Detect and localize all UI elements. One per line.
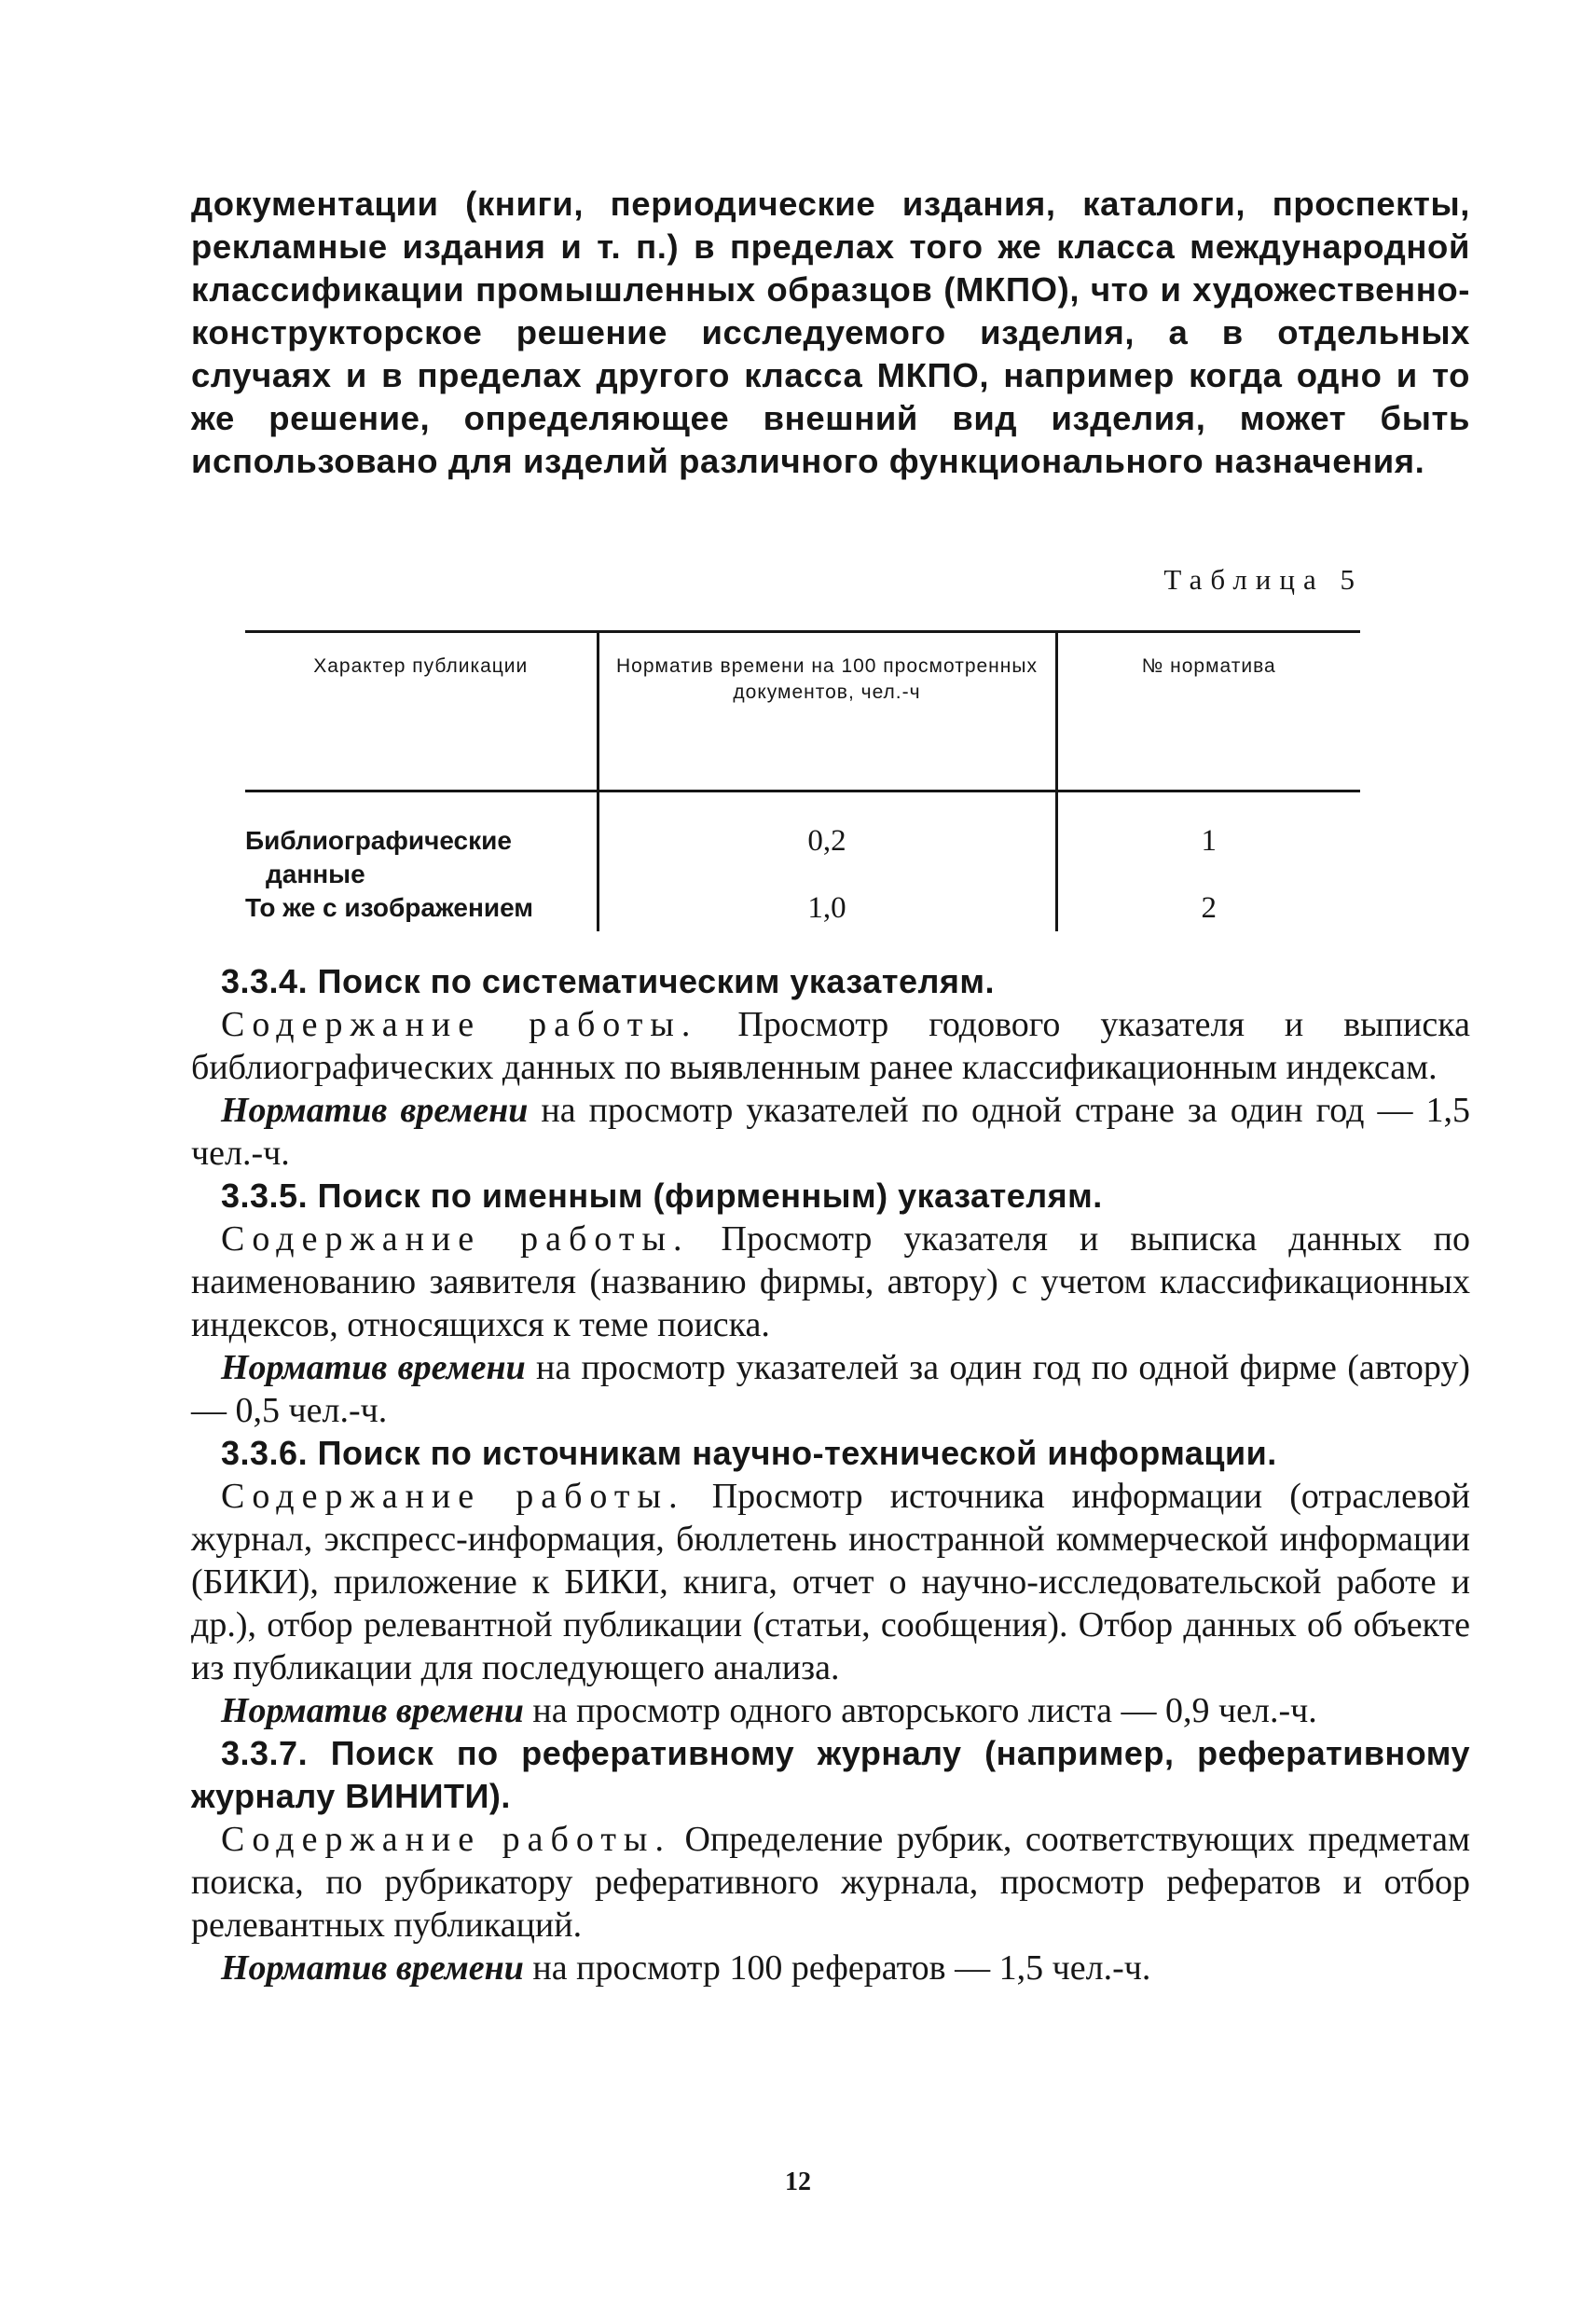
section-norm xyxy=(191,1089,1470,1175)
row-publication-line1: Библиографические xyxy=(245,826,512,855)
section-content xyxy=(191,1003,1470,1089)
sections-body xyxy=(191,960,1470,1989)
page-number: 12 xyxy=(785,2168,811,2196)
norm-text: на просмотр одного авторського листа — 0,9 чел.-ч. xyxy=(532,1691,1317,1730)
row-publication-type: То же с изображением xyxy=(245,893,534,922)
section-content xyxy=(191,1475,1470,1689)
section-content xyxy=(191,1818,1470,1947)
content-label: Содержание работы. xyxy=(221,1005,698,1044)
norm-text: на просмотр 100 рефератов — 1,5 чел.-ч. xyxy=(532,1948,1151,1988)
section-norm xyxy=(191,1346,1470,1432)
norm-label: Норматив времени xyxy=(221,1091,529,1130)
section-heading: 3.3.4. Поиск по систематическим указателям. xyxy=(221,962,995,1000)
section-heading: 3.3.7. Поиск по реферативному журналу (например, реферативному журналу ВИНИТИ). xyxy=(191,1734,1470,1815)
section-norm xyxy=(191,1947,1470,1989)
row-norm-number xyxy=(1056,791,1360,892)
intro-paragraph: документации (книги, периодические издания, каталоги, проспекты, рекламные издания и т. п.) в пределах того же класса международной классификации промышленных образцов (МКПО), что и художественно-конструкторское решение исследуемого изделия, а в отдельных случаях и в пределах другого класса МКПО, например когда одно и то же решение, определяющее внешний вид изделия, может быть использовано для изделий различного функционального назначения. xyxy=(191,185,1470,480)
section-heading: 3.3.5. Поиск по именным (фирменным) указателям. xyxy=(221,1177,1103,1215)
row-publication-type xyxy=(245,791,598,892)
table-row xyxy=(245,891,1360,931)
norm-label: Норматив времени xyxy=(221,1948,524,1988)
section-norm xyxy=(191,1689,1470,1732)
content-text: Определение рубрик, соответствующих предметам поиска, по рубрикатору реферативного журнала, просмотр рефератов и отбор релевантных публикаций. xyxy=(191,1820,1471,1945)
header-norm-number: № норматива xyxy=(1056,632,1360,791)
row-time-value: 0,2 xyxy=(807,824,846,858)
norm-label: Норматив времени xyxy=(221,1348,526,1387)
norm-text: на просмотр указателей по одной стране за один год — 1,5 чел.-ч. xyxy=(191,1091,1470,1173)
table-row xyxy=(245,791,1360,892)
table-caption: Таблица 5 xyxy=(1163,563,1363,596)
content-label: Содержание работы. xyxy=(221,1477,685,1516)
content-text: Просмотр источника информации (отраслевой журнал, экспресс-информация, бюллетень иностранной коммерческой информации (БИКИ), приложение к БИКИ, книга, отчет о научно-исследовательской работе и др.), отбор релевантной публикации (статьи, сообщения). Отбор данных об объекте из публикации для последующего анализа. xyxy=(191,1477,1470,1687)
row-time-norm xyxy=(598,891,1056,931)
table-header-row xyxy=(245,632,1360,791)
content-label: Содержание работы. xyxy=(221,1820,671,1859)
header-publication-type: Характер публикации xyxy=(245,632,598,791)
row-number-value: 2 xyxy=(1201,891,1217,925)
content-label: Содержание работы. xyxy=(221,1219,690,1259)
row-publication-line2: данные xyxy=(266,860,365,888)
row-norm-number xyxy=(1056,891,1360,931)
section-content xyxy=(191,1218,1470,1346)
header-time-norm: Норматив времени на 100 просмотренных документов, чел.-ч xyxy=(598,632,1056,791)
content-text: Просмотр указателя и выписка данных по наименованию заявителя (названию фирмы, автору) с учетом классификационных индексов, относящихся к теме поиска. xyxy=(191,1219,1471,1344)
row-time-value: 1,0 xyxy=(807,891,846,925)
norm-label: Норматив времени xyxy=(221,1691,524,1730)
row-time-norm xyxy=(598,791,1056,892)
row-number-value: 1 xyxy=(1201,824,1217,858)
norm-text: на просмотр указателей за один год по одной фирме (автору) — 0,5 чел.-ч. xyxy=(191,1348,1470,1430)
content-text: Просмотр годового указателя и выписка библиографических данных по выявленным ранее классификационным индексам. xyxy=(191,1005,1470,1087)
norms-table xyxy=(245,630,1360,931)
section-heading: 3.3.6. Поиск по источникам научно-технической информации. xyxy=(221,1434,1277,1472)
